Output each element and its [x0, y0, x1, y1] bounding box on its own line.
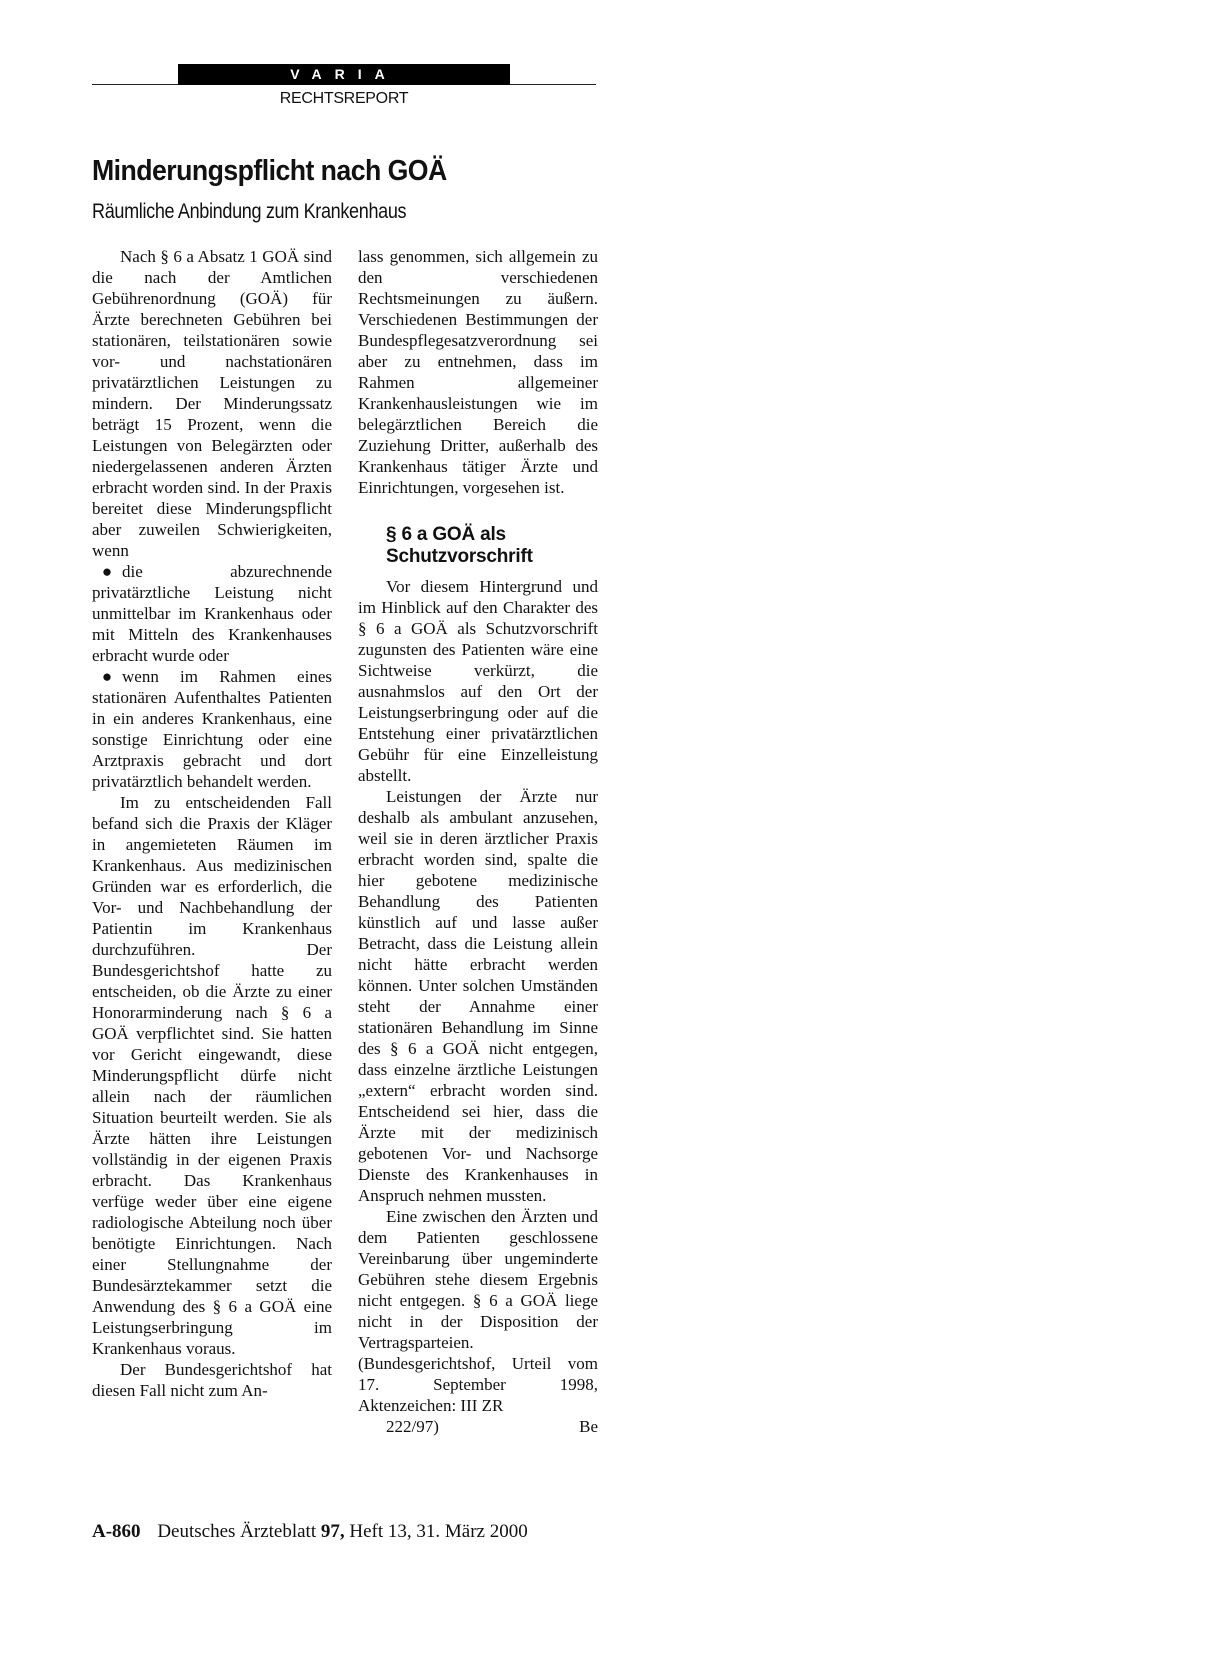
case-number-end: 222/97) [386, 1417, 439, 1436]
left-column [92, 246, 332, 1401]
author-signature: Be [579, 1417, 598, 1436]
closing-line [358, 1416, 598, 1437]
paragraph: lass genommen, sich allgemein zu den verschiedenen Rechtsmeinungen zu äußern. Verschiedenen Bestimmungen der Bundespflegesatzverordnung sei aber zu entnehmen, dass im Rahmen allgemeiner Krankenhausleistungen wie im belegärztlichen Bereich die Zuziehung Dritter, außerhalb des Krankenhaus tätiger Ärzte und Einrichtungen, vorgesehen ist. [358, 247, 598, 497]
article-title: Minderungspflicht nach GOÄ [92, 155, 447, 187]
article-subtitle: Räumliche Anbindung zum Krankenhaus [92, 200, 407, 223]
bullet-text: die abzurechnende privatärztliche Leistung nicht unmittelbar im Krankenhaus oder mit Mitteln des Krankenhauses erbracht wurde oder [92, 562, 332, 665]
section-heading: § 6 a GOÄ als Schutzvorschrift [386, 524, 533, 567]
section-label: VARIA [178, 64, 510, 85]
journal-name: Deutsches Ärzteblatt [157, 1521, 317, 1542]
subsection-label: RECHTSREPORT [279, 90, 409, 107]
masthead [92, 64, 596, 112]
volume-number: 97, [320, 1521, 345, 1542]
paragraph: Der Bundesgerichtshof hat diesen Fall nicht zum An- [92, 1360, 332, 1400]
bullet-icon: ● [101, 667, 113, 686]
page-number: A-860 [92, 1521, 141, 1542]
paragraph: Im zu entscheidenden Fall befand sich die Praxis der Kläger in angemieteten Räumen im Krankenhaus. Aus medizinischen Gründen war es erforderlich, die Vor- und Nachbehandlung der Patientin im Krankenhaus durchzuführen. Der Bundesgerichtshof hatte zu entscheiden, ob die Ärzte zu einer Honorarminderung nach § 6 a GOÄ verpflichtet sind. Sie hatten vor Gericht eingewandt, diese Minderungspflicht dürfe nicht allein nach der räumlichen Situation beurteilt werden. Sie als Ärzte hätten ihre Leistungen vollständig in der eigenen Praxis erbracht. Das Krankenhaus verfüge weder über eine eigene radiologische Abteilung noch über benötigte Einrichtungen. Nach einer Stellungnahme der Bundesärztekammer setzt die Anwendung des § 6 a GOÄ eine Leistungserbringung im Krankenhaus voraus. [92, 793, 332, 1358]
right-column [358, 246, 598, 1437]
bullet-item [92, 561, 332, 666]
bullet-text: wenn im Rahmen eines stationären Aufenthaltes Patienten in ein anderes Krankenhaus, eine sonstige Einrichtung oder eine Arztpraxis gebracht und dort privatärztlich behandelt werden. [92, 667, 332, 791]
paragraph: Nach § 6 a Absatz 1 GOÄ sind die nach der Amtlichen Gebührenordnung (GOÄ) für Ärzte berechneten Gebühren bei stationären, teilstationären sowie vor- und nachstationären privatärztlichen Leistungen zu mindern. Der Minderungssatz beträgt 15 Prozent, wenn die Leistungen von Belegärzten oder niedergelassenen anderen Ärzten erbracht worden sind. In der Praxis bereitet diese Minderungspflicht aber zuweilen Schwierigkeiten, wenn [92, 247, 332, 560]
issue-date: Heft 13, 31. März 2000 [349, 1521, 528, 1542]
paragraph: Vor diesem Hintergrund und im Hinblick auf den Charakter des § 6 a GOÄ als Schutzvorschrift zugunsten des Patienten wäre eine Sichtweise verkürzt, die ausnahmslos auf den Ort der Leistungserbringung oder auf die Entstehung einer privatärztlichen Gebühr für eine Einzelleistung abstellt. [358, 577, 598, 785]
paragraph: Leistungen der Ärzte nur deshalb als ambulant anzusehen, weil sie in deren ärztlicher Praxis erbracht worden sind, spalte die hier gebotene medizinische Behandlung des Patienten künstlich auf und lasse außer Betracht, dass die Leistung allein nicht hätte erbracht werden können. Unter solchen Umständen steht der Annahme einer stationären Behandlung im Sinne des § 6 a GOÄ nicht entgegen, dass einzelne ärztliche Leistungen „extern“ erbracht worden sind. Entscheidend sei hier, dass die Ärzte mit der medizinisch gebotenen Vor- und Nachsorge Dienste des Krankenhauses in Anspruch nehmen mussten. [358, 787, 598, 1205]
bullet-icon: ● [101, 562, 113, 581]
bullet-item [92, 666, 332, 792]
page-footer [92, 1521, 528, 1543]
paragraph: Eine zwischen den Ärzten und dem Patienten geschlossene Vereinbarung über ungeminderte Gebühren stehe diesem Ergebnis nicht entgegen. § 6 a GOÄ liege nicht in der Disposition der Vertragsparteien. (Bundesgerichtshof, Urteil vom 17. September 1998, Aktenzeichen: III ZR [358, 1207, 598, 1415]
